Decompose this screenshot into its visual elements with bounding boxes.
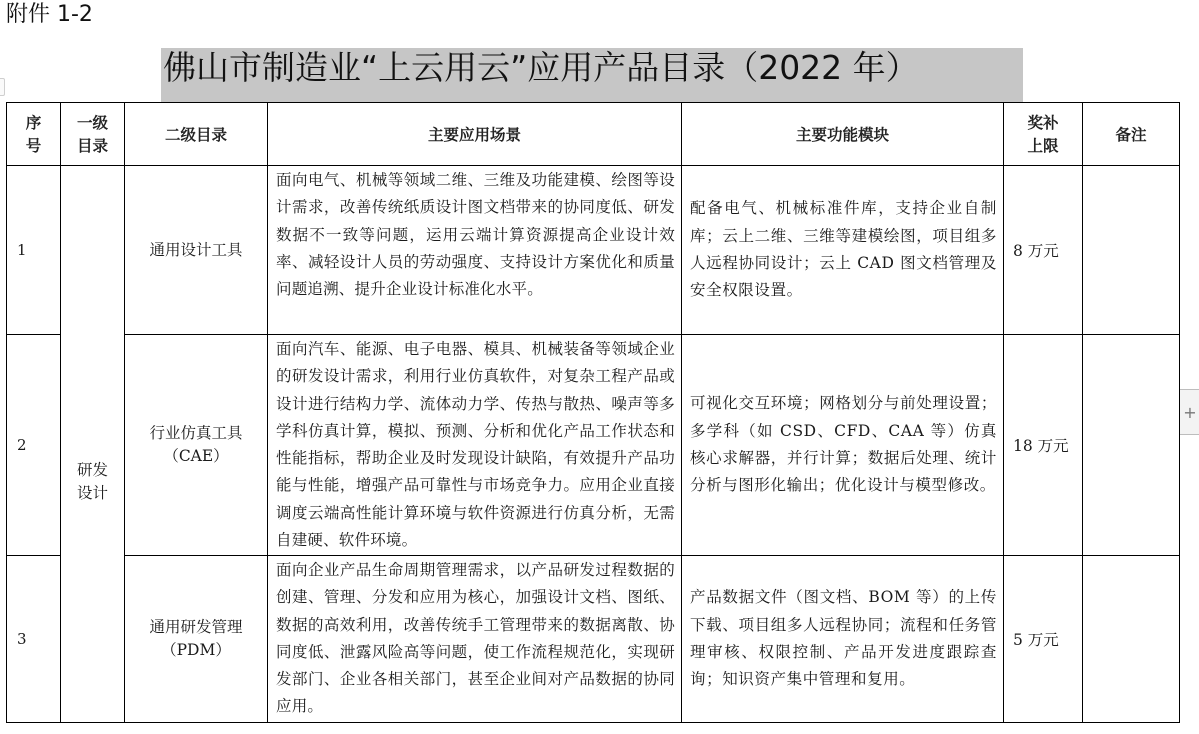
header-subsidy-line1: 奖补 bbox=[1027, 113, 1059, 132]
level1-line2: 设计 bbox=[76, 484, 108, 502]
cell-level2 bbox=[125, 335, 268, 556]
cell-note bbox=[1083, 335, 1180, 556]
table-row bbox=[7, 166, 1180, 335]
header-no bbox=[7, 103, 61, 166]
table-row bbox=[7, 335, 1180, 556]
header-subsidy bbox=[1004, 103, 1083, 166]
cell-functions: 配备电气、机械标准件库，支持企业自制库；云上二维、三维等建模绘图，项目组多人远程协同设计；云上 CAD 图文档管理及安全权限设置。 bbox=[682, 166, 1004, 335]
title-highlight bbox=[161, 48, 1023, 102]
document-title: 佛山市制造业“上云用云”应用产品目录（2022 年） bbox=[163, 48, 919, 87]
cell-level2 bbox=[125, 556, 268, 723]
header-note: 备注 bbox=[1083, 103, 1180, 166]
cell-subsidy: 8 万元 bbox=[1004, 166, 1083, 335]
cell-scene bbox=[268, 556, 682, 723]
cell-no: 1 bbox=[7, 166, 61, 335]
header-level1-line1: 一级 bbox=[76, 113, 108, 132]
header-no-line2: 号 bbox=[25, 136, 42, 155]
header-scene: 主要应用场景 bbox=[268, 103, 682, 166]
header-level1-line2: 目录 bbox=[76, 136, 108, 155]
level1-line1: 研发 bbox=[76, 461, 108, 479]
scene-text: 面向汽车、能源、电子电器、模具、机械装备等领域企业的研发设计需求，利用行业仿真软件，对复杂工程产品或设计进行结构力学、流体动力学、传热与散热、噪声等多学科仿真计算，模拟、预测、分析和优化产品工作状态和性能指标，帮助企业及时发现设计缺陷，有效提升产品功能与性能，增强产品可靠性与市场竞争力。应用企业直接调度云端高性能计算环境与软件资源进行仿真分析，无需自建硬、软件环境。 bbox=[276, 340, 675, 550]
level2-line1: 行业仿真工具 bbox=[149, 424, 243, 442]
level2-line1: 通用设计工具 bbox=[149, 240, 243, 259]
cell-level2 bbox=[125, 166, 268, 335]
product-catalog-table bbox=[6, 102, 1180, 723]
cell-note bbox=[1083, 556, 1180, 723]
table-row bbox=[7, 556, 1180, 723]
header-level2: 二级目录 bbox=[125, 103, 268, 166]
cell-note bbox=[1083, 166, 1180, 335]
header-no-line1: 序 bbox=[25, 113, 42, 132]
cell-no: 3 bbox=[7, 556, 61, 723]
cell-functions: 产品数据文件（图文档、BOM 等）的上传下载、项目组多人远程协同；流程和任务管理审核、权限控制、产品开发进度跟踪查询；知识资产集中管理和复用。 bbox=[682, 556, 1004, 723]
cell-level1 bbox=[61, 166, 125, 723]
level2-line2: （PDM） bbox=[161, 641, 231, 659]
cell-subsidy: 18 万元 bbox=[1004, 335, 1083, 556]
level2-line1: 通用研发管理 bbox=[149, 618, 243, 636]
add-column-button[interactable] bbox=[1180, 389, 1199, 435]
header-level1 bbox=[61, 103, 125, 166]
scene-text: 面向电气、机械等领域二维、三维及功能建模、绘图等设计需求，改善传统纸质设计图文档带来的协同度低、研发数据不一致等问题，运用云端计算资源提高企业设计效率、减轻设计人员的劳动强度、支持设计方案优化和质量问题追溯、提升企业设计标准化水平。 bbox=[276, 171, 675, 299]
cell-scene bbox=[268, 335, 682, 556]
cell-functions: 可视化交互环境；网格划分与前处理设置；多学科（如 CSD、CFD、CAA 等）仿真核心求解器，并行计算；数据后处理、统计分析与图形化输出；优化设计与模型修改。 bbox=[682, 335, 1004, 556]
cell-scene bbox=[268, 166, 682, 335]
attachment-label: 附件 1-2 bbox=[6, 2, 93, 27]
cell-no: 2 bbox=[7, 335, 61, 556]
header-subsidy-line2: 上限 bbox=[1027, 136, 1059, 155]
header-row bbox=[7, 103, 1180, 166]
header-functions: 主要功能模块 bbox=[682, 103, 1004, 166]
cell-subsidy: 5 万元 bbox=[1004, 556, 1083, 723]
plus-icon: + bbox=[1183, 402, 1197, 422]
level2-line2: （CAE） bbox=[163, 447, 229, 465]
row-handle[interactable] bbox=[0, 78, 5, 96]
scene-text: 面向企业产品生命周期管理需求，以产品研发过程数据的创建、管理、分发和应用为核心，加强设计文档、图纸、数据的高效利用，改善传统手工管理带来的数据离散、协同度低、泄露风险高等问题，使工作流程规范化，实现研发部门、企业各相关部门，甚至企业间对产品数据的协同应用。 bbox=[276, 561, 675, 716]
